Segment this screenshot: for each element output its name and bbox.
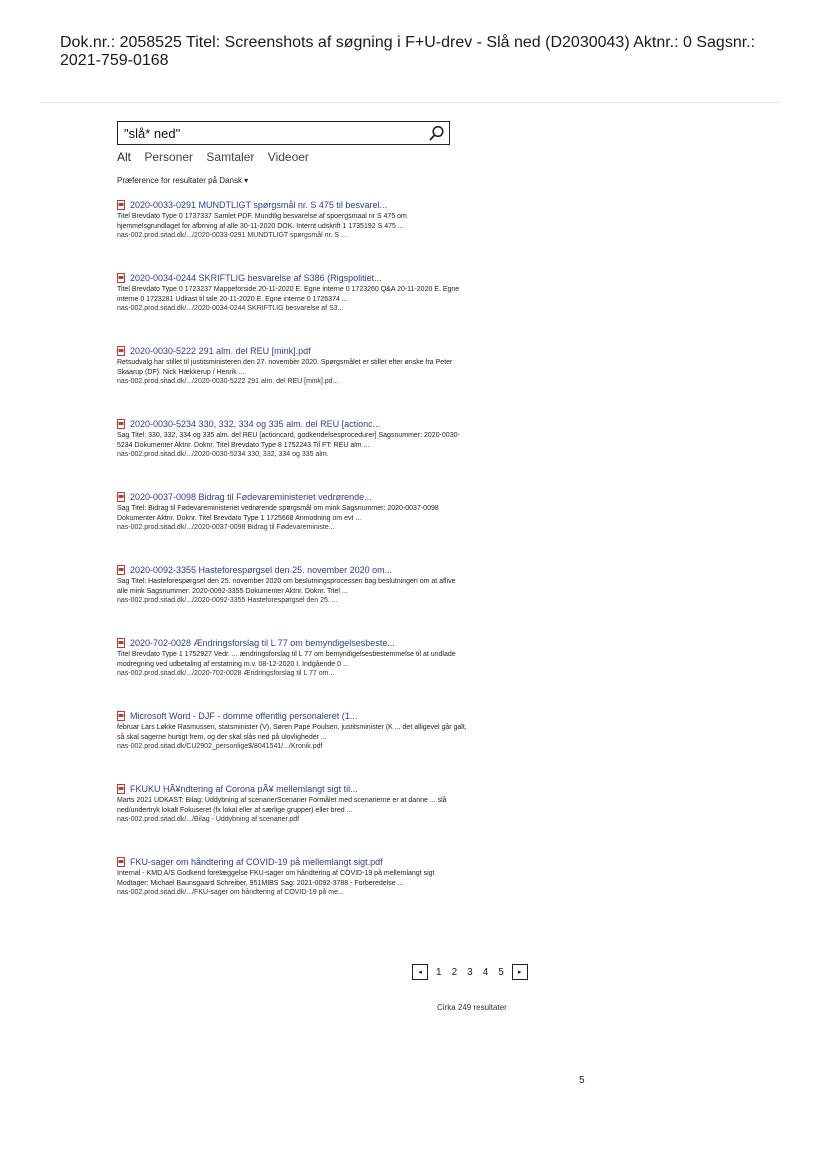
result-count: Cirka 249 resultater [437, 1003, 507, 1012]
result-title-link[interactable] [117, 563, 467, 576]
result-url: nas-002.prod.sitad.dk/.../2020-0033-0291 MUNDTLIGT spørgsmål nr. S ... [117, 232, 347, 239]
result-title-link[interactable] [117, 782, 467, 795]
result-snippet: Marts 2021 UDKAST: Bilag: Uddybning af scenarierScenarier Formålet med scenarierne er at danne ... slå ned/undertryk lokalt Fokuseret (fx lokal eller af særlige grupper) eller bred ... [117, 797, 447, 814]
search-input[interactable] [124, 124, 424, 142]
result-title: 2020-0034-0244 SKRIFTLIG besvarelse af S386 (Rigspolitiet... [130, 272, 382, 283]
page-number: 5 [579, 1075, 585, 1086]
result-title-link[interactable] [117, 855, 467, 868]
result-title: 2020-0033-0291 MUNDTLIGT spørgsmål nr. S 475 til besvarel... [130, 199, 387, 210]
search-result [117, 490, 467, 563]
pdf-icon [117, 492, 125, 502]
result-snippet: Titel Brevdato Type 1 1752927 Vedr. ... ændringsforslag til L 77 om bemyndigelsesbestemmelse til at undlade modregning ved udbetaling af erstatning m.v. 08-12-2020 I. Indgående 0 ... [117, 651, 456, 668]
result-url: nas-002.prod.sitad.dk/CU2902_personlige$/8041541/.../Kronik.pdf [117, 743, 323, 750]
result-snippet: Retsudvalg har stillet til justitsministeren den 27. november 2020. Spørgsmålet er stillet efter ønske fra Peter Skaarup (DF). Nick Hækkerup / Henrik ... [117, 359, 453, 376]
result-title: 2020-0030-5234 330, 332, 334 og 335 alm. del REU [actionc... [130, 418, 381, 429]
result-url: nas-002.prod.sitad.dk/.../2020-0037-0098 Bidrag til Fødevareministe... [117, 524, 335, 531]
search-result [117, 636, 467, 709]
pdf-icon [117, 346, 125, 356]
search-result [117, 855, 467, 928]
search-result [117, 709, 467, 782]
page-link-4[interactable]: 4 [482, 966, 489, 978]
next-page-button[interactable]: ▸ [512, 964, 528, 980]
search-icon[interactable] [428, 125, 445, 142]
result-title-link[interactable] [117, 198, 467, 211]
result-snippet: februar Lars Løkke Rasmussen, statsminister (V), Søren Pape Poulsen, justitsminister (K ... det alligevel går galt, så skal sagerne hurtigt frem, og der skal slås ned på ulovligheder ... [117, 724, 467, 741]
result-snippet: Sag Titel: Bidrag til Fødevareministeriet vedrørende spørgsmål om mink Sagsnummer: 2020-0037-0098 Dokumenter Aktnr. Doknr. Titel Brevdato Type 1 1725668 Anmodning om evt ... [117, 505, 439, 522]
prev-page-button[interactable]: ◂ [412, 964, 428, 980]
tab-videoer[interactable]: Videoer [267, 150, 309, 164]
pdf-icon [117, 638, 125, 648]
result-snippet: Internal - KMD A/S Godkend forelæggelse FKU-sager om håndtering af COVID-19 på mellemlangt sigt Modtager: Michael Baunsgaard Schreiber, 951MIBS Sag: 2021-0092-3788 - Forberedelse ... [117, 870, 435, 887]
result-url: nas-002.prod.sitad.dk/.../Bilag - Uddybning af scenarier.pdf [117, 816, 300, 823]
tab-personer[interactable]: Personer [144, 150, 194, 164]
result-title-link[interactable] [117, 344, 467, 357]
result-url: nas-002.prod.sitad.dk/.../FKU-sager om håndtering af COVID-19 på me... [117, 889, 344, 896]
result-url: nas-002.prod.sitad.dk/.../2020-0092-3355 Hasteforespørgsel den 25. ... [117, 597, 338, 604]
result-snippet: Titel Brevdato Type 0 1723237 Mappeforside 20-11-2020 E. Egne interne 0 1723260 Q&A 20-11-2020 E. Egne interne 0 1723281 Udkast til tale 20-11-2020 E. Egne interne 0 1726374 ... [117, 286, 460, 303]
language-preference[interactable]: Præference for resultater på Dansk ▾ [117, 176, 249, 185]
search-result [117, 782, 467, 855]
result-title-link[interactable] [117, 709, 467, 722]
result-snippet: Titel Brevdato Type 0 1737337 Samlet PDF. Mundtlig besvarelse af spoergsmaal nr S 475 om hjemmelsgrundlaget for afbrning af alle 30-11-2020 DOK. Internt udskrift 1 1735192 S 475 ... [117, 213, 407, 230]
pdf-icon [117, 784, 125, 794]
page-link-5[interactable]: 5 [498, 966, 504, 978]
page-link-2[interactable]: 2 [451, 966, 458, 978]
search-result [117, 271, 467, 344]
page-link-3[interactable]: 3 [467, 966, 473, 978]
result-url: nas-002.prod.sitad.dk/.../2020-702-0028 Ændringsforslag til L 77 om... [117, 670, 335, 677]
pdf-icon [117, 273, 125, 283]
tab-samtaler[interactable]: Samtaler [206, 150, 255, 164]
pdf-icon [117, 711, 125, 721]
search-box[interactable] [117, 121, 450, 145]
pdf-icon [117, 419, 125, 429]
search-result [117, 344, 467, 417]
result-title: FKU-sager om håndtering af COVID-19 på mellemlangt sigt.pdf [130, 856, 383, 867]
result-title: FKUKU HÃ¥ndtering af Corona pÃ¥ mellemlangt sigt til... [130, 783, 358, 794]
pdf-icon [117, 565, 125, 575]
result-snippet: Sag Titel: 330, 332, 334 og 335 alm. del REU [actioncard, godkendelsesprocedurer] Sagsnummer: 2020-0030-5234 Dokumenter Aktnr. Doknr. Titel Brevdato Type 8 1752243 Til FT: REU alm ... [117, 432, 460, 449]
result-title: Microsoft Word - DJF - domme offentlig personaleret (1... [130, 710, 358, 721]
result-title: 2020-0037-0098 Bidrag til Fødevareministeriet vedrørende... [130, 491, 372, 502]
pagination [412, 963, 528, 981]
result-title: 2020-702-0028 Ændringsforslag til L 77 om bemyndigelsesbeste... [130, 637, 395, 648]
result-url: nas-002.prod.sitad.dk/.../2020-0034-0244 SKRIFTLIG besvarelse af S3... [117, 305, 344, 312]
search-tabs [117, 150, 319, 166]
search-result [117, 198, 467, 271]
search-result [117, 563, 467, 636]
document-header: Dok.nr.: 2058525 Titel: Screenshots af søgning i F+U-drev - Slå ned (D2030043) Aktnr.: 0 Sagsnr.: 2021-759-0168 [60, 34, 756, 69]
tab-alt[interactable]: Alt [117, 150, 132, 164]
result-snippet: Sag Titel: Hasteforespørgsel den 25. november 2020 om beslutningsprocessen bag beslutningen om at aflive alle mink Sagsnummer: 2020-0092-3355 Dokumenter Aktnr. Doknr. Titel ... [117, 578, 456, 595]
page-link-1[interactable]: 1 [436, 966, 442, 978]
pdf-icon [117, 857, 125, 867]
result-title-link[interactable] [117, 417, 467, 430]
result-title: 2020-0092-3355 Hasteforespørgsel den 25. november 2020 om... [130, 564, 393, 575]
results-list [117, 198, 467, 928]
result-title: 2020-0030-5222 291 alm. del REU [mink].pdf [130, 345, 311, 356]
result-title-link[interactable] [117, 490, 467, 503]
result-url: nas-002.prod.sitad.dk/.../2020-0030-5222 291 alm. del REU [mink].pd... [117, 378, 339, 385]
result-title-link[interactable] [117, 271, 467, 284]
result-title-link[interactable] [117, 636, 467, 649]
divider [40, 102, 780, 103]
pdf-icon [117, 200, 125, 210]
result-url: nas-002.prod.sitad.dk/.../2020-0030-5234 330, 332, 334 og 335 alm. [117, 451, 329, 458]
search-result [117, 417, 467, 490]
